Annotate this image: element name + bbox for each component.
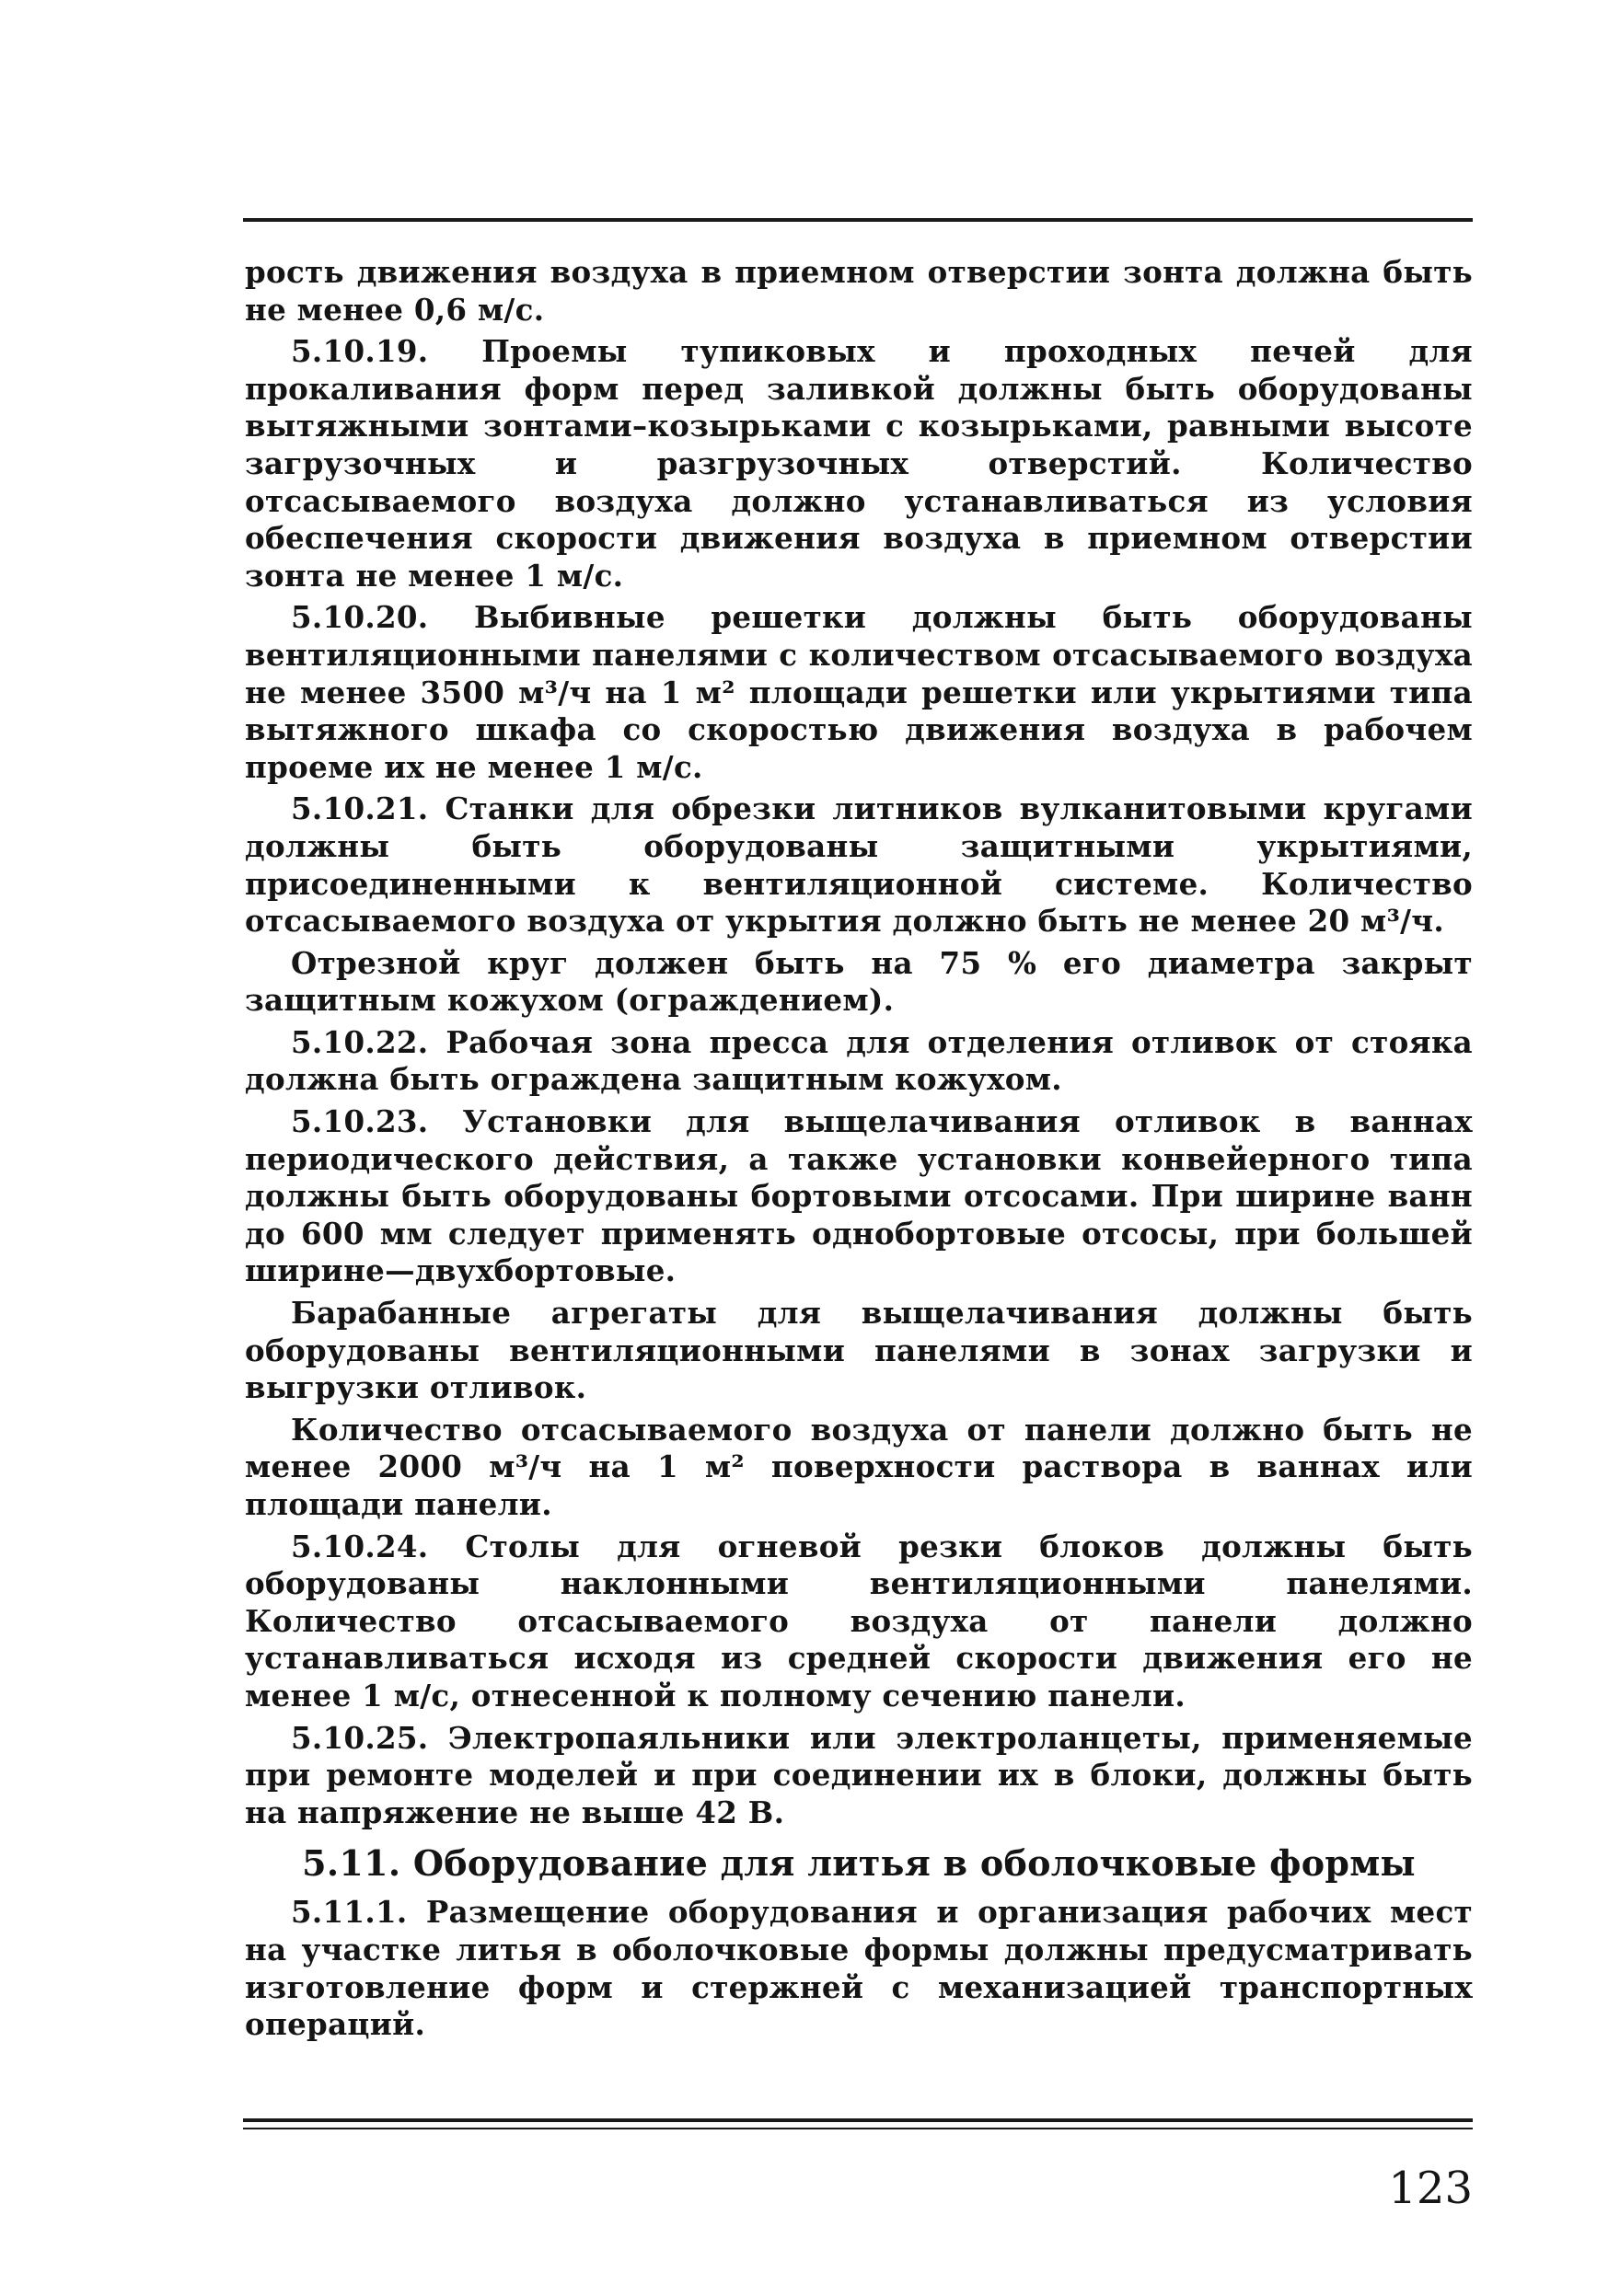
paragraph-5-10-19: 5.10.19. Проемы тупиковых и проходных печей для прокаливания форм перед заливкой должны быть оборудованы вытяжными зонтами–козырьками с козырьками, равными высоте загрузочных и разгрузочных отверстий. Количество отсасываемого воздуха должно устанавливаться из условия обеспечения скорости движения воздуха в приемном отверстии зонта не менее 1 м/с. — [245, 333, 1473, 594]
bottom-rule — [243, 2118, 1473, 2122]
paragraph-drum-units: Барабанные агрегаты для выщелачивания должны быть оборудованы вентиляционными панелями в зонах загрузки и выгрузки отливок. — [245, 1295, 1473, 1406]
page-number: 123 — [1388, 2163, 1473, 2214]
paragraph-5-10-25: 5.10.25. Электропаяльники или электроланцеты, применяемые при ремонте моделей и при соединении их в блоки, должны быть на напряжение не выше 42 В. — [245, 1719, 1473, 1830]
paragraph-cutting-wheel: Отрезной круг должен быть на 75 % его диаметра закрыт защитным кожухом (ограждением). — [245, 944, 1473, 1019]
paragraph-5-10-24: 5.10.24. Столы для огневой резки блоков должны быть оборудованы наклонными вентиляционными панелями. Количество отсасываемого воздуха от панели должно устанавливаться исходя из средней скорости движения его не менее 1 м/с, отнесенной к полному сечению панели. — [245, 1528, 1473, 1713]
paragraph-5-10-20: 5.10.20. Выбивные решетки должны быть оборудованы вентиляционными панелями с количеством отсасываемого воздуха не менее 3500 м³/ч на 1 м² площади решетки или укрытиями типа вытяжного шкафа со скоростью движения воздуха в рабочем проеме их не менее 1 м/с. — [245, 599, 1473, 785]
section-heading-5-11: 5.11. Оборудование для литья в оболочковые формы — [302, 1842, 1416, 1885]
top-rule — [243, 218, 1473, 222]
paragraph-5-10-21: 5.10.21. Станки для обрезки литников вулканитовыми кругами должны быть оборудованы защитными укрытиями, присоединенными к вентиляционной системе. Количество отсасываемого воздуха от укрытия должно быть не менее 20 м³/ч. — [245, 790, 1473, 940]
paragraph-5-10-23: 5.10.23. Установки для выщелачивания отливок в ваннах периодического действия, а также установки конвейерного типа должны быть оборудованы бортовыми отсосами. При ширине ванн до 600 мм следует применять однобортовые отсосы, при большей ширине—двухбортовые. — [245, 1103, 1473, 1289]
paragraph-panel-air: Количество отсасываемого воздуха от панели должно быть не менее 2000 м³/ч на 1 м² поверхности раствора в ваннах или площади панели. — [245, 1411, 1473, 1522]
paragraph-5-11-1: 5.11.1. Размещение оборудования и организация рабочих мест на участке литья в оболочковые формы должны предусматривать изготовление форм и стержней с механизацией транспортных операций. — [245, 1894, 1473, 2043]
bottom-rule-thin — [243, 2128, 1473, 2129]
page-body — [245, 254, 1473, 2048]
paragraph-continuation: рость движения воздуха в приемном отверстии зонта должна быть не менее 0,6 м/с. — [245, 254, 1473, 328]
paragraph-5-10-22: 5.10.22. Рабочая зона пресса для отделения отливок от стояка должна быть ограждена защитным кожухом. — [245, 1023, 1473, 1098]
